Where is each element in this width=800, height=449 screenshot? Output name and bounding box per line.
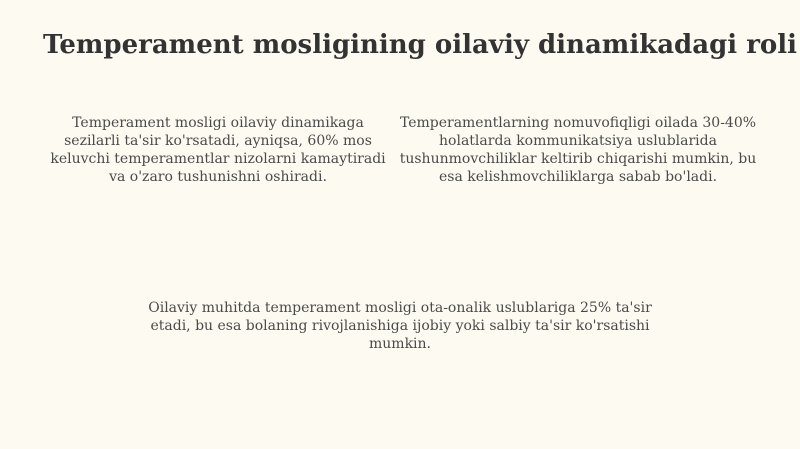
paragraph-parenting-effect: Oilaviy muhitda temperament mosligi ota-onalik uslublariga 25% ta'sir etadi, bu esa bolaning rivojlanishiga ijobiy yoki salbiy ta'sir ko'rsatishi mumkin. (148, 300, 652, 352)
paragraph-compatibility-effect: Temperament mosligi oilaviy dinamikaga sezilarli ta'sir ko'rsatadi, ayniqsa, 60% mos keluvchi temperamentlar nizolarni kamaytiradi va o'zaro tushunishni oshiradi. (50, 115, 386, 185)
slide-title: Temperament mosligining oilaviy dinamikadagi roli (43, 30, 797, 60)
paragraph-incompatibility-effect: Temperamentlarning nomuvofiqligi oilada 30-40% holatlarda kommunikatsiya uslublarida tushunmovchiliklar keltirib chiqarishi mumkin, bu esa kelishmovchiliklarga sabab bo'ladi. (399, 115, 757, 185)
